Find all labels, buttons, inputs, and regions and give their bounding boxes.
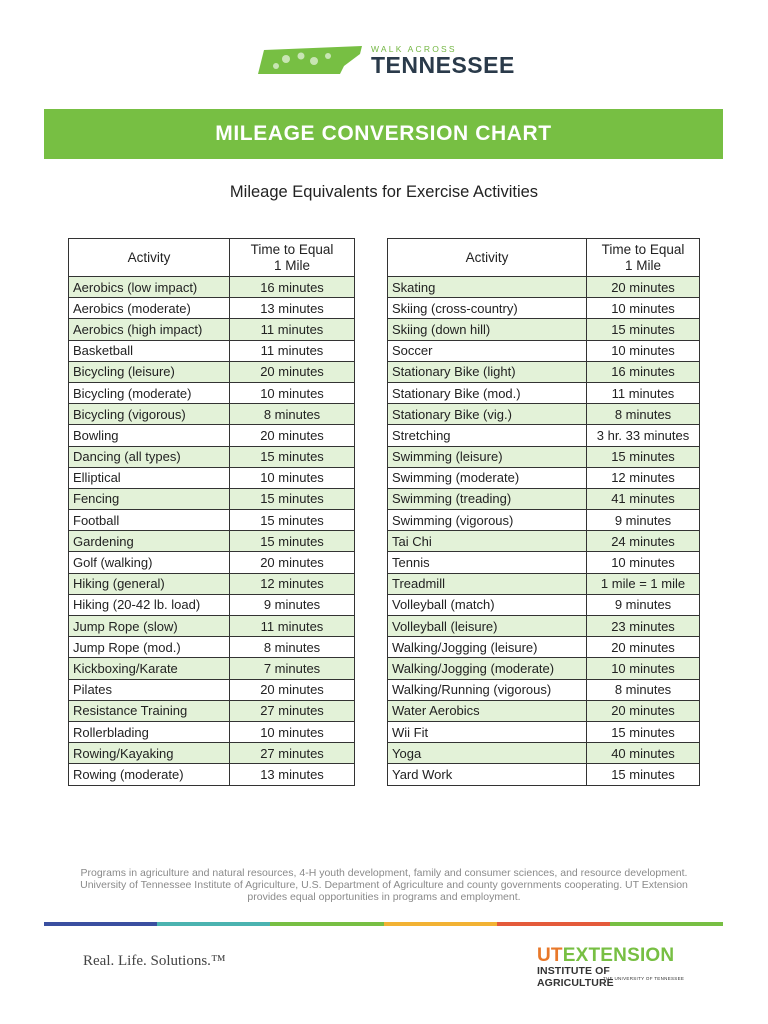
time-cell: 12 minutes: [230, 573, 355, 594]
activity-cell: Water Aerobics: [388, 700, 587, 721]
time-cell: 11 minutes: [587, 382, 700, 403]
activity-cell: Hiking (general): [69, 573, 230, 594]
tennessee-state-icon: [256, 44, 366, 78]
column-header-activity: Activity: [69, 239, 230, 277]
activity-cell: Aerobics (moderate): [69, 298, 230, 319]
table-row: [388, 658, 700, 679]
ut-extension-logo: [537, 945, 687, 989]
activity-cell: Hiking (20-42 lb. load): [69, 594, 230, 615]
table-row: [388, 531, 700, 552]
table-row: [69, 700, 355, 721]
table-row: [69, 531, 355, 552]
time-cell: 15 minutes: [587, 721, 700, 742]
ext-logo-word: EXTENSION: [562, 945, 675, 966]
time-cell: 11 minutes: [230, 340, 355, 361]
table-row: [388, 467, 700, 488]
time-cell: 10 minutes: [587, 552, 700, 573]
table-row: [388, 743, 700, 764]
table-row: [388, 679, 700, 700]
time-cell: 11 minutes: [230, 319, 355, 340]
column-header-time: [230, 239, 355, 277]
activity-cell: Swimming (treading): [388, 488, 587, 509]
activity-cell: Gardening: [69, 531, 230, 552]
time-cell: 24 minutes: [587, 531, 700, 552]
tagline: Real. Life. Solutions.™: [83, 953, 226, 969]
stripe-segment: [270, 922, 383, 926]
activity-cell: Bicycling (moderate): [69, 382, 230, 403]
activity-cell: Fencing: [69, 488, 230, 509]
activity-cell: Aerobics (low impact): [69, 277, 230, 298]
table-row: [388, 382, 700, 403]
activity-cell: Stationary Bike (vig.): [388, 404, 587, 425]
activity-cell: Aerobics (high impact): [69, 319, 230, 340]
table-row: [388, 510, 700, 531]
time-cell: 7 minutes: [230, 658, 355, 679]
activity-cell: Walking/Jogging (moderate): [388, 658, 587, 679]
activity-cell: Resistance Training: [69, 700, 230, 721]
activity-cell: Tai Chi: [388, 531, 587, 552]
table-header-row: [69, 239, 355, 277]
table-row: [388, 446, 700, 467]
page-subtitle: Mileage Equivalents for Exercise Activities: [229, 183, 539, 201]
activity-cell: Rowing/Kayaking: [69, 743, 230, 764]
table-row: [69, 552, 355, 573]
logo-big-text: TENNESSEE: [371, 52, 515, 78]
time-cell: 40 minutes: [587, 743, 700, 764]
color-stripe-divider: [44, 922, 723, 926]
activity-cell: Rollerblading: [69, 721, 230, 742]
mileage-table-left: [68, 238, 355, 786]
table-row: [388, 319, 700, 340]
activity-cell: Skiing (cross-country): [388, 298, 587, 319]
activity-cell: Skating: [388, 277, 587, 298]
table-body-right: [388, 277, 700, 786]
activity-cell: Walking/Jogging (leisure): [388, 637, 587, 658]
activity-cell: Yard Work: [388, 764, 587, 785]
activity-cell: Tennis: [388, 552, 587, 573]
activity-cell: Jump Rope (slow): [69, 616, 230, 637]
column-header-time-line2: 1 Mile: [273, 257, 310, 273]
time-cell: 9 minutes: [230, 594, 355, 615]
table-body-left: [69, 277, 355, 786]
activity-cell: Skiing (down hill): [388, 319, 587, 340]
time-cell: 15 minutes: [587, 446, 700, 467]
activity-cell: Volleyball (match): [388, 594, 587, 615]
table-row: [69, 721, 355, 742]
table-row: [388, 425, 700, 446]
column-header-activity: Activity: [388, 239, 587, 277]
time-cell: 8 minutes: [230, 404, 355, 425]
walk-across-tennessee-logo: [256, 44, 518, 78]
table-row: [69, 764, 355, 785]
time-cell: 13 minutes: [230, 764, 355, 785]
time-cell: 27 minutes: [230, 700, 355, 721]
table-row: [69, 743, 355, 764]
table-row: [69, 510, 355, 531]
activity-cell: Basketball: [69, 340, 230, 361]
activity-cell: Bicycling (leisure): [69, 361, 230, 382]
time-cell: 20 minutes: [230, 552, 355, 573]
time-cell: 20 minutes: [587, 637, 700, 658]
time-cell: 10 minutes: [230, 467, 355, 488]
activity-cell: Yoga: [388, 743, 587, 764]
time-cell: 15 minutes: [230, 488, 355, 509]
time-cell: 9 minutes: [587, 510, 700, 531]
time-cell: 15 minutes: [587, 319, 700, 340]
activity-cell: Golf (walking): [69, 552, 230, 573]
time-cell: 20 minutes: [230, 361, 355, 382]
time-cell: 20 minutes: [587, 700, 700, 721]
table-row: [69, 425, 355, 446]
table-row: [388, 361, 700, 382]
table-row: [69, 404, 355, 425]
time-cell: 20 minutes: [230, 425, 355, 446]
activity-cell: Rowing (moderate): [69, 764, 230, 785]
logo-small-text: WALK ACROSS: [371, 44, 457, 54]
table-row: [388, 488, 700, 509]
table-row: [69, 298, 355, 319]
time-cell: 23 minutes: [587, 616, 700, 637]
table-row: [69, 679, 355, 700]
table-row: [388, 298, 700, 319]
time-cell: 10 minutes: [587, 298, 700, 319]
table-row: [388, 616, 700, 637]
time-cell: 12 minutes: [587, 467, 700, 488]
time-cell: 8 minutes: [230, 637, 355, 658]
table-row: [69, 658, 355, 679]
activity-cell: Soccer: [388, 340, 587, 361]
activity-cell: Elliptical: [69, 467, 230, 488]
activity-cell: Stationary Bike (mod.): [388, 382, 587, 403]
activity-cell: Jump Rope (mod.): [69, 637, 230, 658]
table-row: [69, 594, 355, 615]
table-header-row: [388, 239, 700, 277]
ext-logo-main: [537, 946, 674, 966]
stripe-segment: [44, 922, 157, 926]
stripe-segment: [157, 922, 270, 926]
table-row: [388, 700, 700, 721]
table-row: [388, 340, 700, 361]
time-cell: 10 minutes: [587, 340, 700, 361]
ext-logo-ut: UT: [537, 945, 563, 966]
time-cell: 10 minutes: [230, 721, 355, 742]
time-cell: 8 minutes: [587, 404, 700, 425]
activity-cell: Swimming (leisure): [388, 446, 587, 467]
activity-cell: Bicycling (vigorous): [69, 404, 230, 425]
activity-cell: Swimming (moderate): [388, 467, 587, 488]
activity-cell: Wii Fit: [388, 721, 587, 742]
column-header-time: [587, 239, 700, 277]
activity-cell: Bowling: [69, 425, 230, 446]
page-title-banner: [44, 109, 723, 159]
ext-logo-subtitle: INSTITUTE OF AGRICULTURE: [537, 965, 614, 989]
activity-cell: Football: [69, 510, 230, 531]
time-cell: 16 minutes: [587, 361, 700, 382]
time-cell: 20 minutes: [230, 679, 355, 700]
table-row: [69, 277, 355, 298]
column-header-time-line1: Time to Equal: [601, 241, 685, 257]
activity-cell: Volleyball (leisure): [388, 616, 587, 637]
column-header-time-line2: 1 Mile: [624, 257, 661, 273]
stripe-segment: [610, 922, 723, 926]
activity-cell: Stationary Bike (light): [388, 361, 587, 382]
activity-cell: Swimming (vigorous): [388, 510, 587, 531]
time-cell: 1 mile = 1 mile: [587, 573, 700, 594]
time-cell: 13 minutes: [230, 298, 355, 319]
activity-cell: Kickboxing/Karate: [69, 658, 230, 679]
activity-cell: Walking/Running (vigorous): [388, 679, 587, 700]
table-row: [69, 637, 355, 658]
table-row: [69, 488, 355, 509]
activity-cell: Pilates: [69, 679, 230, 700]
table-row: [69, 319, 355, 340]
activity-cell: Treadmill: [388, 573, 587, 594]
time-cell: 3 hr. 33 minutes: [587, 425, 700, 446]
time-cell: 20 minutes: [587, 277, 700, 298]
time-cell: 11 minutes: [230, 616, 355, 637]
table-row: [69, 340, 355, 361]
time-cell: 15 minutes: [587, 764, 700, 785]
time-cell: 10 minutes: [230, 382, 355, 403]
table-row: [388, 277, 700, 298]
stripe-segment: [384, 922, 497, 926]
time-cell: 41 minutes: [587, 488, 700, 509]
table-row: [69, 573, 355, 594]
table-row: [69, 616, 355, 637]
activity-cell: Dancing (all types): [69, 446, 230, 467]
time-cell: 9 minutes: [587, 594, 700, 615]
table-row: [388, 721, 700, 742]
time-cell: 16 minutes: [230, 277, 355, 298]
time-cell: 8 minutes: [587, 679, 700, 700]
mileage-table-right: [387, 238, 700, 786]
table-row: [388, 552, 700, 573]
page-title: MILEAGE CONVERSION CHART: [215, 122, 552, 145]
table-row: [69, 361, 355, 382]
time-cell: 27 minutes: [230, 743, 355, 764]
time-cell: 15 minutes: [230, 446, 355, 467]
table-row: [388, 594, 700, 615]
table-row: [69, 446, 355, 467]
stripe-segment: [497, 922, 610, 926]
footer-disclaimer: Programs in agriculture and natural resources, 4-H youth development, family and consumer sciences, and resource development. University of Tennessee Institute of Agriculture, U.S. Department of Agriculture and county governments cooperating. UT Extension provides equal opportunities in programs and employment.: [80, 867, 688, 903]
time-cell: 10 minutes: [587, 658, 700, 679]
table-row: [388, 764, 700, 785]
table-row: [388, 637, 700, 658]
table-row: [388, 404, 700, 425]
table-row: [69, 382, 355, 403]
table-row: [388, 573, 700, 594]
table-row: [69, 467, 355, 488]
ext-logo-university: THE UNIVERSITY OF TENNESSEE: [603, 976, 685, 981]
column-header-time-line1: Time to Equal: [250, 241, 334, 257]
time-cell: 15 minutes: [230, 510, 355, 531]
time-cell: 15 minutes: [230, 531, 355, 552]
activity-cell: Stretching: [388, 425, 587, 446]
